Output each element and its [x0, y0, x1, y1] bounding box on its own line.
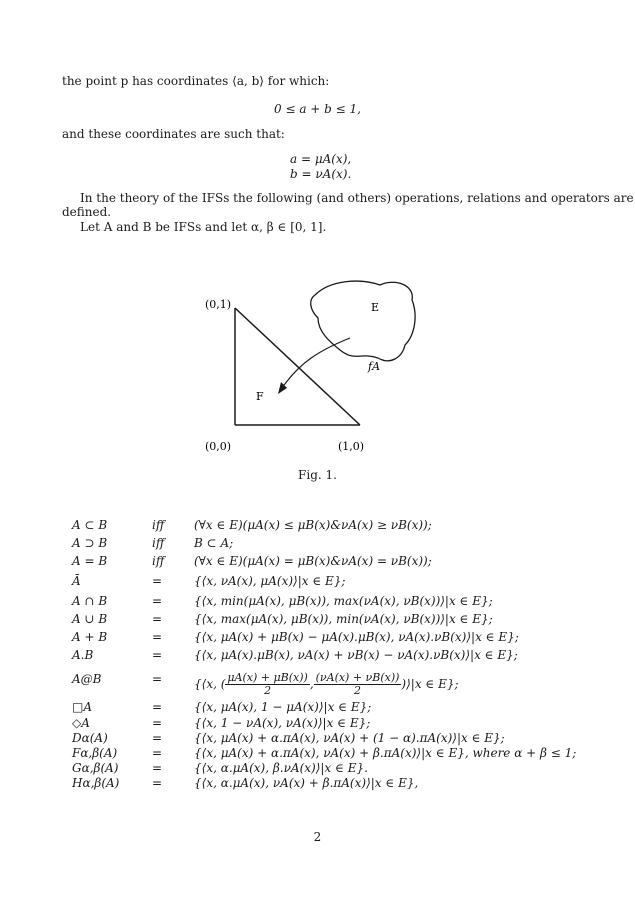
def-rel: = — [152, 612, 163, 626]
def-rel: iff — [152, 518, 165, 532]
def-lhs: □A — [72, 700, 93, 714]
def-lhs: A + B — [72, 630, 108, 644]
def-rel: = — [152, 700, 163, 714]
def-rel: = — [152, 746, 163, 760]
def-rhs: (∀x ∈ E)(μA(x) ≤ μB(x)&νA(x) ≥ νB(x)); — [194, 518, 432, 532]
def-rhs: {⟨x, 1 − νA(x), νA(x)⟩|x ∈ E}; — [194, 716, 371, 730]
def-rhs: {⟨x, νA(x), μA(x)⟩|x ∈ E}; — [194, 574, 346, 588]
def-rel: = — [152, 716, 163, 730]
fraction-mu — [225, 672, 309, 697]
triangle-hypotenuse — [235, 308, 360, 425]
def-rel: = — [152, 594, 163, 608]
def-rhs: {⟨x, α.μA(x), νA(x) + β.πA(x)⟩|x ∈ E}, — [194, 776, 419, 790]
def-rhs — [194, 672, 459, 697]
label-fA: fA — [368, 360, 381, 373]
rhs-prefix: {⟨x, ( — [194, 677, 226, 691]
label-E: E — [371, 301, 380, 314]
mapping-arrow — [282, 338, 350, 388]
def-rhs: {⟨x, α.μA(x), β.νA(x)⟩|x ∈ E}. — [194, 761, 368, 775]
def-rhs: {⟨x, μA(x), 1 − μA(x)⟩|x ∈ E}; — [194, 700, 372, 714]
fraction-denominator: 2 — [264, 684, 272, 697]
def-rel: iff — [152, 536, 165, 550]
def-rel: = — [152, 630, 163, 644]
def-rhs: {⟨x, max(μA(x), μB(x)), min(νA(x), νB(x))⟩|x ∈ E}; — [194, 612, 493, 626]
def-rel: = — [152, 574, 163, 588]
def-lhs: A.B — [72, 648, 94, 662]
equation-inequality: 0 ≤ a + b ≤ 1, — [274, 102, 361, 116]
def-rel: iff — [152, 554, 165, 568]
rhs-suffix: )⟩|x ∈ E}; — [401, 677, 459, 691]
fraction-numerator: μA(x) + μB(x)) — [227, 671, 308, 684]
def-lhs: A = B — [72, 554, 108, 568]
def-lhs: ◇A — [72, 716, 90, 730]
paragraph-line-2: defined. — [62, 205, 112, 219]
def-rhs: {⟨x, μA(x) + α.πA(x), νA(x) + (1 − α).πA(x)⟩|x ∈ E}; — [194, 731, 505, 745]
fraction-denominator: 2 — [354, 684, 362, 697]
def-rhs: {⟨x, min(μA(x), μB(x)), max(νA(x), νB(x))⟩|x ∈ E}; — [194, 594, 493, 608]
equation-a: a = μA(x), — [290, 152, 352, 166]
def-rhs: {⟨x, μA(x) + μB(x) − μA(x).μB(x), νA(x).νB(x)⟩|x ∈ E}; — [194, 630, 519, 644]
page-number: 2 — [313, 830, 322, 844]
def-lhs: Fα,β(A) — [72, 746, 118, 760]
def-lhs: A ⊂ B — [72, 518, 108, 532]
def-rhs: {⟨x, μA(x) + α.πA(x), νA(x) + β.πA(x)⟩|x ∈ E}, where α + β ≤ 1; — [194, 746, 577, 760]
label-10: (1,0) — [338, 440, 365, 453]
def-rhs: {⟨x, μA(x).μB(x), νA(x) + νB(x) − νA(x).νB(x)⟩|x ∈ E}; — [194, 648, 518, 662]
equation-b: b = νA(x). — [290, 167, 352, 181]
def-lhs: A ∩ B — [72, 594, 108, 608]
def-lhs: Dα(A) — [72, 731, 108, 745]
fraction-nu — [314, 672, 402, 697]
intro-line: the point p has coordinates ⟨a, b⟩ for which: — [62, 74, 330, 88]
rhs-separator: , — [309, 677, 314, 691]
figure-caption: Fig. 1. — [298, 468, 337, 482]
def-lhs: A@B — [72, 672, 102, 686]
def-lhs: Ā — [72, 574, 81, 588]
figure-diagram — [190, 270, 430, 470]
def-rel: = — [152, 672, 163, 686]
paragraph-line-1: In the theory of the IFSs the following (and others) operations, relations and operators are — [80, 191, 634, 205]
def-lhs: A ⊃ B — [72, 536, 108, 550]
def-rel: = — [152, 648, 163, 662]
fraction-numerator: (νA(x) + νB(x)) — [315, 671, 400, 684]
def-lhs: A ∪ B — [72, 612, 108, 626]
def-rhs: (∀x ∈ E)(μA(x) = μB(x)&νA(x) = νB(x)); — [194, 554, 432, 568]
paragraph-let: Let A and B be IFSs and let α, β ∈ [0, 1]. — [80, 220, 327, 234]
def-rel: = — [152, 776, 163, 790]
def-rhs: B ⊂ A; — [194, 536, 234, 550]
def-lhs: Gα,β(A) — [72, 761, 119, 775]
def-lhs: Hα,β(A) — [72, 776, 120, 790]
label-F: F — [256, 390, 264, 403]
label-01: (0,1) — [205, 298, 232, 311]
label-00: (0,0) — [205, 440, 232, 453]
coordinates-line: and these coordinates are such that: — [62, 127, 285, 141]
def-rel: = — [152, 731, 163, 745]
def-rel: = — [152, 761, 163, 775]
